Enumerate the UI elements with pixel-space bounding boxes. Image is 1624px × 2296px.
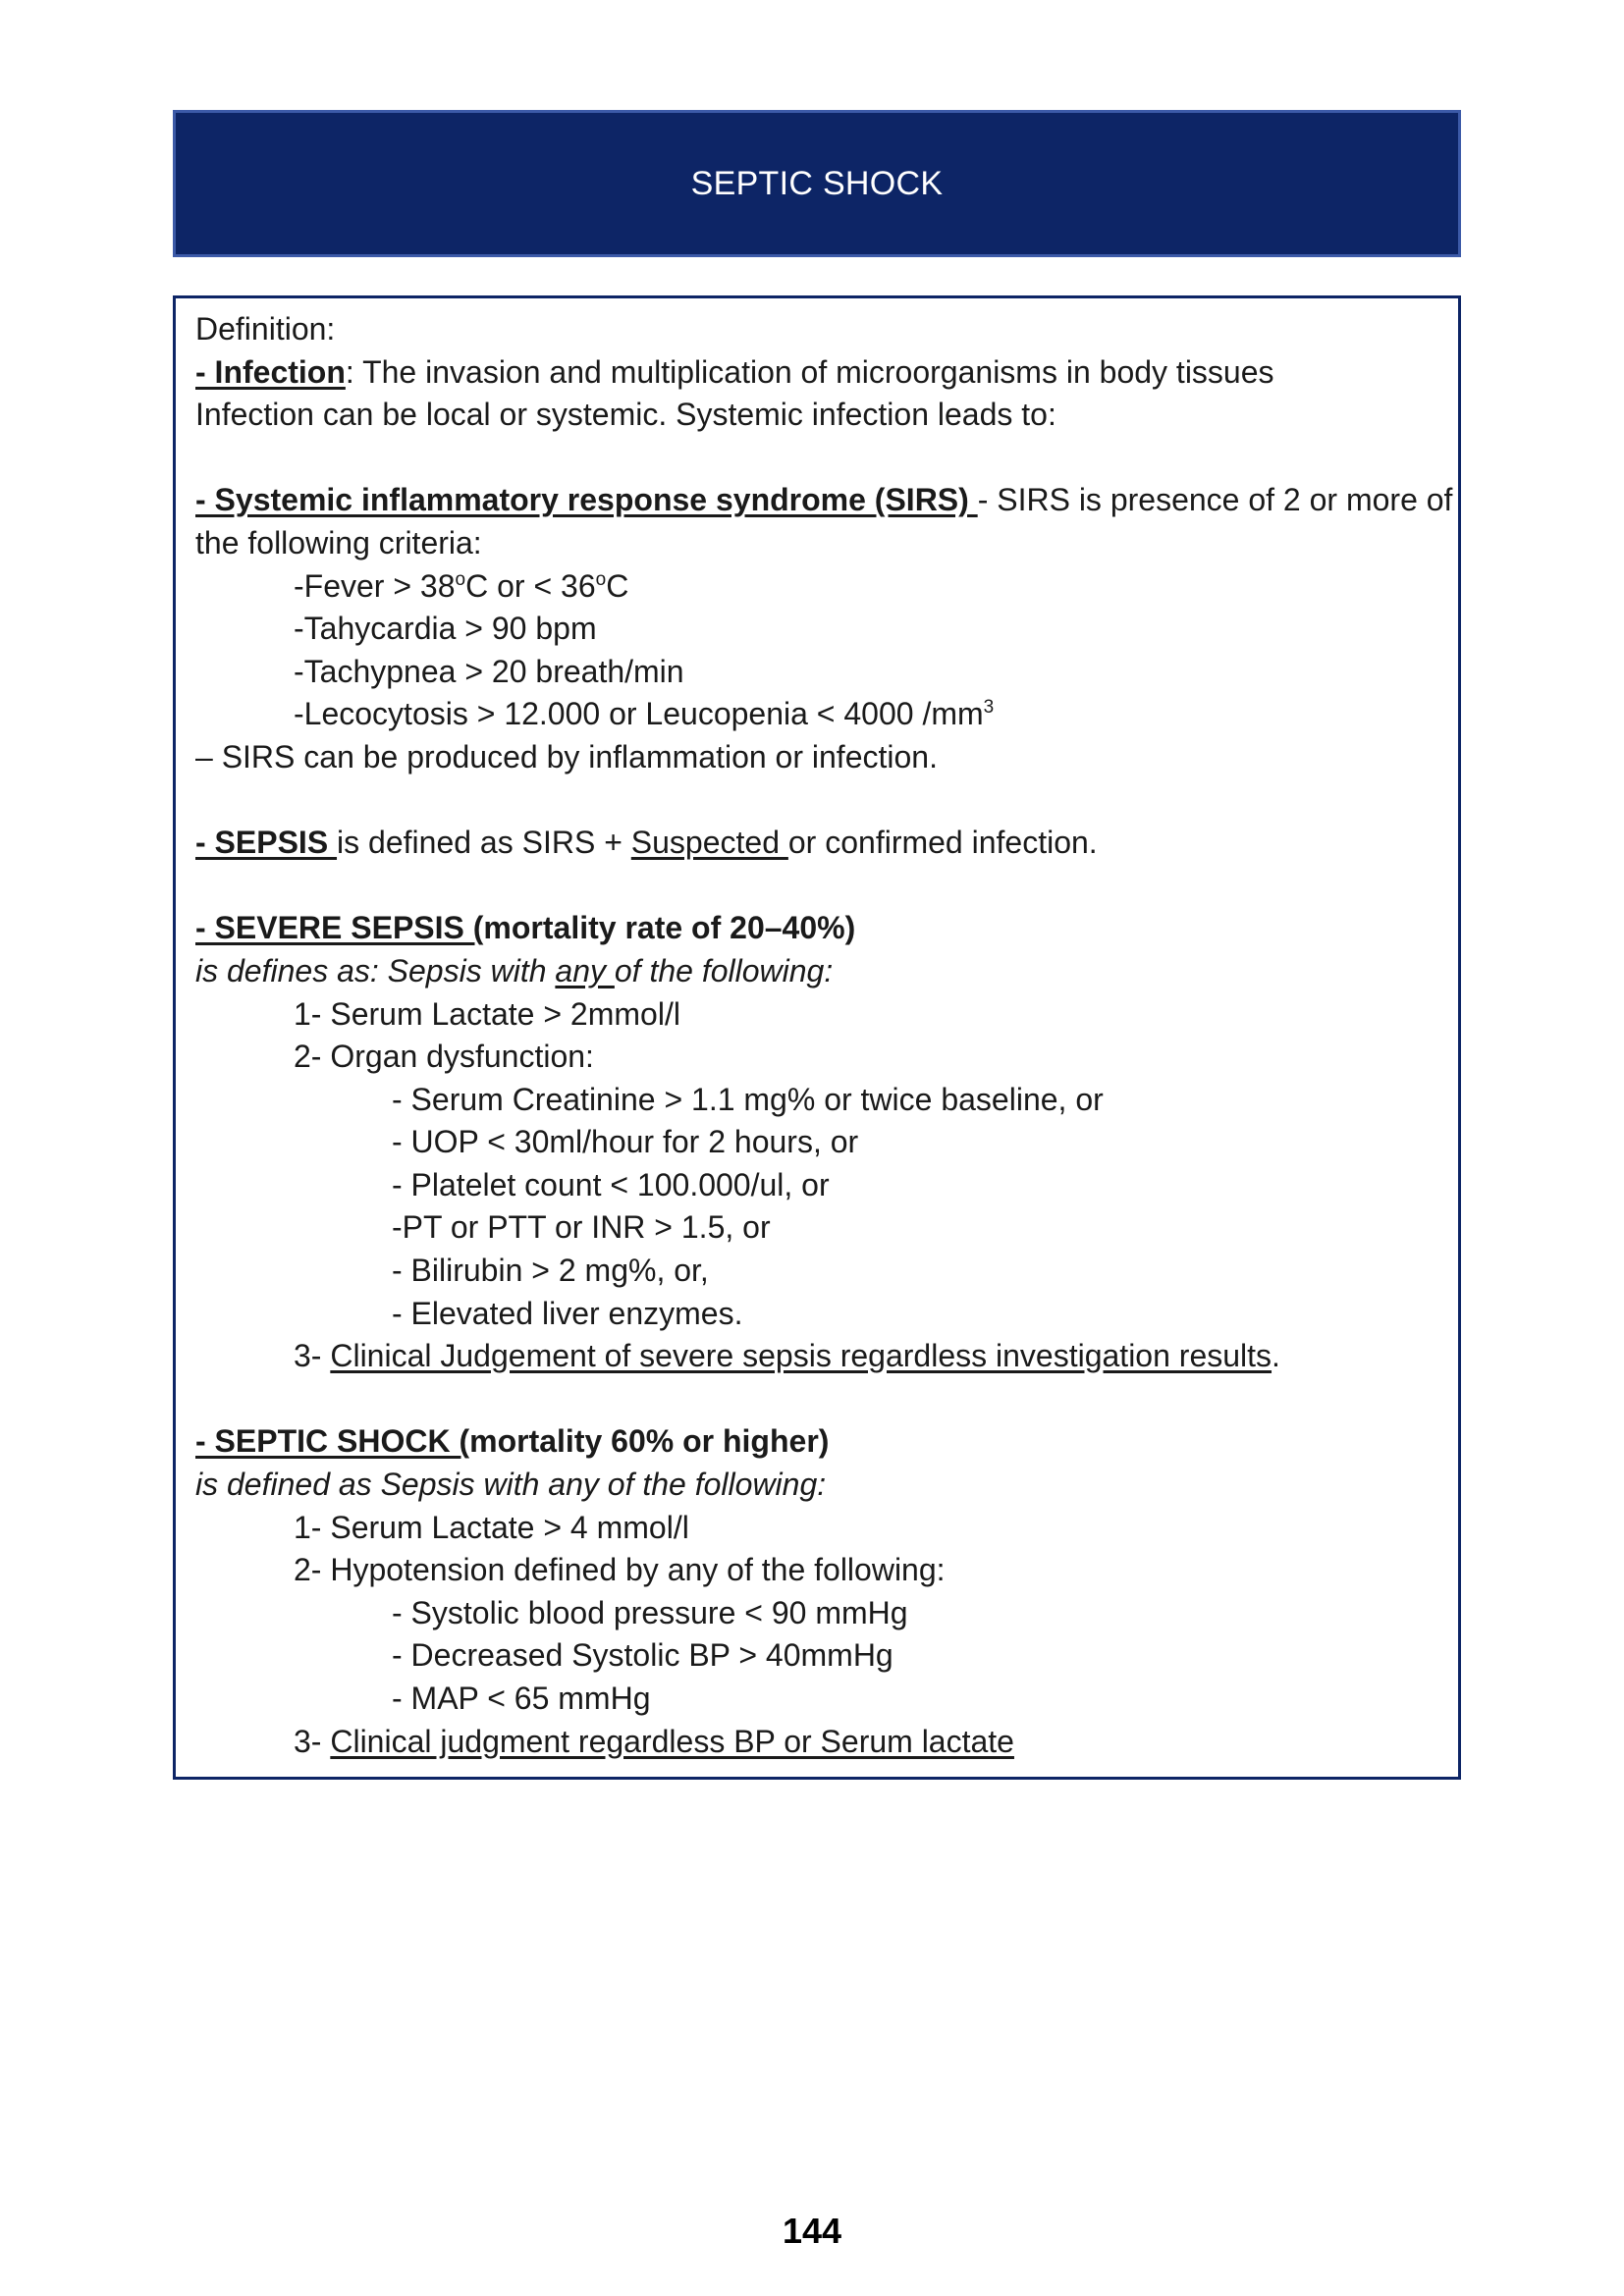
sirs-text: - SIRS is presence of 2 or more of — [977, 482, 1453, 518]
sirs-criterion-fever: -Fever > $38^oC$ or < $36^oC$ — [294, 567, 629, 604]
hypotension-item: - Systolic blood pressure < 90 mmHg — [392, 1594, 908, 1630]
organ-dysfunction-item: - Elevated liver enzymes. — [392, 1295, 743, 1331]
septic-shock-item-1: 1- Serum Lactate > 4 mmol/l — [294, 1509, 689, 1545]
organ-dysfunction-item: - Platelet count < 100.000/ul, or — [392, 1166, 830, 1202]
severe-sepsis-item-2: 2- Organ dysfunction: — [294, 1039, 594, 1075]
organ-dysfunction-item: - Serum Creatinine > 1.1 mg% or twice baseline, or — [392, 1081, 1104, 1117]
definition-label: Definition: — [195, 311, 336, 347]
septic-shock-label: - SEPTIC SHOCK ( — [195, 1423, 470, 1460]
sirs-note: – SIRS can be produced by inflammation or infection. — [195, 738, 938, 774]
sepsis-label: - SEPSIS — [195, 825, 338, 861]
hypotension-item: - Decreased Systolic BP > 40mmHg — [392, 1637, 893, 1674]
infection-line-2: Infection can be local or systemic. Systemic infection leads to: — [195, 397, 1056, 433]
septic-shock-item-2: 2- Hypotension defined by any of the following: — [294, 1552, 946, 1588]
organ-dysfunction-item: - Bilirubin > 2 mg%, or, — [392, 1253, 709, 1289]
organ-dysfunction-item: - UOP < 30ml/hour for 2 hours, or — [392, 1124, 859, 1160]
page-number: 144 — [782, 2211, 842, 2251]
sirs-label: - Systemic inflammatory response syndrome (SIRS) — [195, 482, 978, 518]
spacer — [195, 779, 1438, 823]
sirs-line-2: the following criteria: — [195, 524, 482, 561]
infection-line — [195, 351, 1438, 395]
infection-label: - Infection — [195, 353, 346, 390]
severe-sepsis-item-1: 1- Serum Lactate > 2mmol/l — [294, 995, 680, 1032]
suspected-term: Suspected — [630, 825, 788, 861]
spacer — [195, 1378, 1438, 1421]
infection-text: : The invasion and multiplication of microorganisms in body tissues — [345, 353, 1274, 390]
sepsis-line: - SEPSIS is defined as SIRS + Suspected or confirmed infection. — [195, 825, 1098, 861]
definition-box — [173, 295, 1461, 1780]
hypotension-item: - MAP < 65 mmHg — [392, 1681, 651, 1716]
organ-dysfunction-item: -PT or PTT or INR > 1.5, or — [392, 1209, 771, 1246]
septic-shock-intro: is defined as Sepsis with any of the following: — [195, 1467, 827, 1503]
spacer — [195, 865, 1438, 908]
sirs-criterion-leucocytosis: -Lecocytosis > 12.000 or Leucopenia < 4000 $/mm^3$ — [294, 696, 995, 732]
septic-shock-heading — [195, 1420, 1438, 1464]
septic-shock-mortality: mortality 60% or higher) — [469, 1423, 830, 1460]
sirs-criterion-tachypnea: -Tachypnea > 20 breath/min — [294, 653, 684, 689]
severe-sepsis-item-3: 3- Clinical Judgement of severe sepsis regardless investigation results. — [294, 1338, 1280, 1374]
sirs-criterion-tachycardia: -Tahycardia > 90 bpm — [294, 611, 597, 647]
sirs-line — [195, 479, 1453, 522]
septic-shock-item-3: 3- Clinical judgment regardless BP or Serum lactate — [294, 1723, 1014, 1759]
severe-sepsis-label: - SEVERE SEPSIS ( — [195, 910, 484, 946]
spacer — [195, 437, 1438, 480]
page-header — [173, 110, 1461, 257]
page-title: SEPTIC SHOCK — [690, 164, 944, 202]
severe-sepsis-mortality: mortality rate of 20–40%) — [483, 910, 856, 946]
severe-sepsis-intro: is defines as: Sepsis with any of the following: — [195, 952, 834, 988]
severe-sepsis-heading — [195, 907, 1438, 950]
